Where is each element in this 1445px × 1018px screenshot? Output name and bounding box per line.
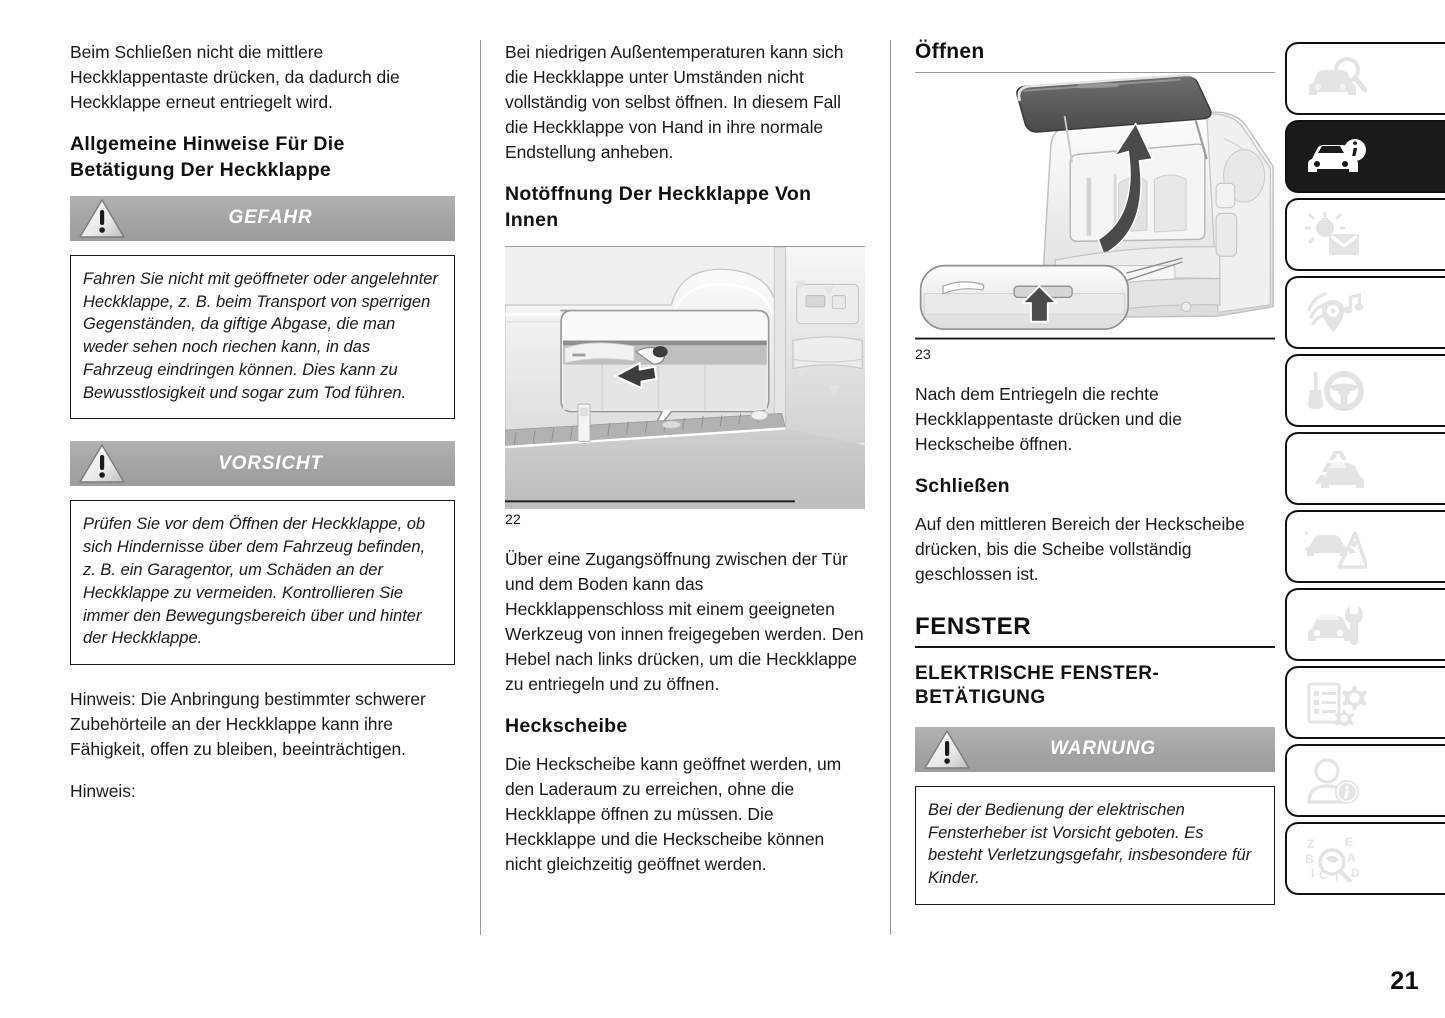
warning-triangle-icon: [923, 729, 971, 770]
radio-music-icon: [1305, 290, 1367, 336]
svg-text:D: D: [1351, 865, 1360, 880]
person-info-icon: [1305, 758, 1367, 804]
lane-assist-icon: [1305, 446, 1367, 492]
alphabet-search-icon: [1305, 836, 1379, 882]
steering-wheel-icon: [1305, 368, 1367, 414]
warning-triangle-icon: [78, 443, 126, 484]
svg-text:B: B: [1305, 851, 1314, 866]
warning-text-box: [915, 786, 1275, 905]
car-magnifier-icon: [1305, 56, 1367, 102]
note-empty: Hinweis:: [70, 781, 136, 802]
figure-22-caption: 22: [505, 510, 521, 527]
heading-notoeffnung: Notöffnung Der Heckklappe Von Innen: [505, 183, 812, 231]
danger-text-box: [70, 255, 455, 420]
heading-heckscheibe: Heckscheibe: [505, 714, 628, 737]
tab-vehicle-info[interactable]: [1285, 120, 1445, 193]
svg-text:I: I: [1311, 865, 1315, 880]
car-wrench-icon: [1305, 602, 1367, 648]
heading-schliessen: Schließen: [915, 475, 1010, 498]
figure-23-illustration: [915, 73, 1275, 344]
car-info-icon: [1305, 134, 1367, 180]
warning-triangle-car-icon: [1305, 524, 1367, 570]
danger-text: Fahren Sie nicht mit geöffneter oder angelehnter Heckklappe, z. B. beim Transport von sperrigen Gegenständen, da giftige Abgase, die man weder sehen noch riechen kann, in das Fahrzeug eindringen können. Dies kann zu Bewusstlosigkeit und sogar zum Tod führen.: [83, 269, 438, 402]
paragraph-heckscheibe: Die Heckscheibe kann geöffnet werden, um den Laderaum zu erreichen, ohne die Heckklappe öffnen zu müssen. Die Heckklappe und die Heckscheibe können nicht gleichzeitig geöffnet werden.: [505, 753, 842, 874]
tab-driver-assist[interactable]: [1285, 432, 1445, 505]
figure-23: [915, 72, 1275, 362]
caution-text: Prüfen Sie vor dem Öffnen der Heckklappe, ob sich Hindernisse über dem Fahrzeug befinden, z. B. ein Garagentor, um Schäden an der Heckklappe zu vermeiden. Kontrollieren Sie immer den Bewegungsbereich über und hinter der Heckklappe.: [83, 515, 426, 648]
sun-envelope-icon: [1305, 212, 1367, 258]
tab-climate-mail[interactable]: [1285, 198, 1445, 271]
chapter-tab-rail: [1285, 42, 1445, 900]
column-middle: [480, 40, 865, 930]
paragraph-entriegeln: Nach dem Entriegeln die rechte Heckklappentaste drücken und die Heckscheibe öffnen.: [915, 384, 1182, 455]
column-divider: [480, 40, 481, 935]
tab-driving[interactable]: [1285, 354, 1445, 427]
page-columns: [70, 40, 1275, 930]
column-right: [890, 40, 1275, 930]
heading-allgemeine-hinweise: Allgemeine Hinweise Für Die Betätigung Der Heckklappe: [70, 133, 345, 181]
figure-23-caption: 23: [915, 346, 931, 363]
warning-banner: [915, 727, 1275, 772]
tab-customer-info[interactable]: [1285, 744, 1445, 817]
tab-emergency[interactable]: [1285, 510, 1445, 583]
paragraph-zugangsoeffnung: Über eine Zugangsöffnung zwischen der Tür und dem Boden kann das Heckklappenschloss mit einem geeigneten Werkzeug von innen freigegeben werden. Den Hebel nach links drücken, um die Heckklappe zu entriegeln und zu öffnen.: [505, 548, 864, 694]
danger-banner: [70, 196, 455, 241]
paragraph-schliessen: Auf den mittleren Bereich der Heckscheibe drücken, bis die Scheibe vollständig geschlossen ist.: [915, 514, 1245, 585]
caution-label: VORSICHT: [218, 452, 323, 474]
svg-text:A: A: [1347, 850, 1356, 865]
danger-label: GEFAHR: [228, 207, 313, 229]
note-accessories: Hinweis: Die Anbringung bestimmter schwerer Zubehörteile an der Heckklappe kann ihre Fähigkeit, offen zu bleiben, beeinträchtigen.: [70, 689, 426, 760]
tab-index[interactable]: [1285, 822, 1445, 895]
figure-22-illustration: [505, 247, 865, 509]
svg-text:T: T: [1333, 869, 1341, 882]
paragraph-intro: Beim Schließen nicht die mittlere Heckklappentaste drücken, da dadurch die Heckklappe erneut entriegelt wird.: [70, 42, 400, 113]
tab-vehicle-overview[interactable]: [1285, 42, 1445, 115]
warning-text: Bei der Bedienung der elektrischen Fensterheber ist Vorsicht geboten. Es besteht Verletzungsgefahr, insbesondere für Kinder.: [928, 800, 1252, 888]
caution-banner: [70, 441, 455, 486]
svg-text:E: E: [1345, 835, 1354, 849]
svg-text:C: C: [1319, 867, 1328, 882]
warning-label: WARNUNG: [1050, 738, 1156, 760]
caution-text-box: [70, 500, 455, 665]
figure-22: [505, 246, 865, 527]
tab-infotainment[interactable]: [1285, 276, 1445, 349]
page-number: 21: [1390, 967, 1419, 995]
svg-text:Z: Z: [1307, 836, 1315, 851]
column-divider: [890, 40, 891, 935]
tab-specifications[interactable]: [1285, 666, 1445, 739]
section-title-elektrische-fensterbetaetigung: ELEKTRISCHE FENSTER-BETÄTIGUNG: [915, 663, 1160, 709]
tab-maintenance[interactable]: [1285, 588, 1445, 661]
heading-oeffnen: Öffnen: [915, 40, 985, 63]
column-left: [70, 40, 455, 930]
chapter-title-fenster: FENSTER: [915, 613, 1275, 648]
warning-triangle-icon: [78, 198, 126, 239]
paragraph-cold-weather: Bei niedrigen Außentemperaturen kann sich die Heckklappe unter Umständen nicht vollständig von selbst öffnen. In diesem Fall die Heckklappe von Hand in ihre normale Endstellung anheben.: [505, 42, 844, 163]
list-gears-icon: [1305, 680, 1367, 726]
